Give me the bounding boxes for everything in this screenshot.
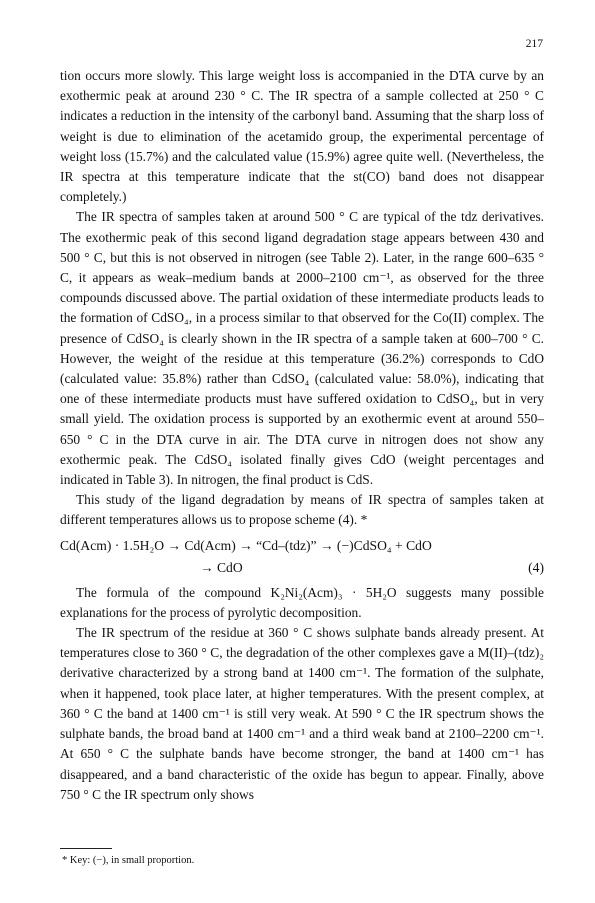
- footnote: * Key: (−), in small proportion.: [62, 855, 195, 866]
- reaction-scheme-line-1: [60, 535, 544, 557]
- footnote-divider: [60, 848, 112, 849]
- reaction-scheme-line-2: [60, 557, 544, 579]
- scheme-expression-continued: → CdO: [200, 559, 243, 575]
- page-number: 217: [525, 38, 543, 50]
- paragraph: The formula of the compound K₂Ni₂(Acm)₃ · 5H₂O suggests many possible explanations for the process of pyrolytic decomposition.: [60, 584, 544, 620]
- equation-number: (4): [528, 559, 544, 575]
- scheme-expression: Cd(Acm) · 1.5H₂O → Cd(Acm) → “Cd–(tdz)” → (−)CdSO₄ + CdO: [60, 537, 432, 553]
- paragraph: The IR spectra of samples taken at around 500 ° C are typical of the tdz derivatives. The exothermic peak of this second ligand degradation stage appears between 430 and 500 ° C, but this is not observed in nitrogen (see Table 2). Later, in the range 600–635 ° C, it appears as weak–medium bands at 2000–2100 cm⁻¹, as observed for the three compounds discussed above. The partial oxidation of these intermediate products leads to the formation of CdSO₄, in a process similar to that observed for the Co(II) complex. The presence of CdSO₄ is clearly shown in the IR spectra of a sample taken at 600–700 ° C. However, the weight of the residue at this temperature (36.2%) corresponds to CdO (calculated value: 35.8%) rather than CdSO₄ (calculated value: 58.0%), indicating that one of these intermediate products must have suffered oxidation to CdSO₄, but in very small yield. The oxidation process is supported by an exothermic event at around 550–650 ° C in the DTA curve in air. The DTA curve in nitrogen does not show any exothermic peak. The CdSO₄ isolated finally gives CdO (weight percentages and indicated in Table 3). In nitrogen, the final product is CdS.: [60, 209, 544, 488]
- body-text: [60, 66, 544, 805]
- paragraph: tion occurs more slowly. This large weight loss is accompanied in the DTA curve by an exothermic peak at around 230 ° C. The IR spectra of a sample collected at 250 ° C indicates a reduction in the intensity of the carbonyl band. Assuming that the sharp loss of weight is due to elimination of the acetamido group, the experimental percentage of weight loss (15.7%) and the calculated value (15.9%) agree quite well. (Nevertheless, the IR spectra at this temperature indicate that the st(CO) band does not disappear completely.): [60, 68, 544, 205]
- paragraph: This study of the ligand degradation by means of IR spectra of samples taken at different temperatures allows us to propose scheme (4). *: [60, 492, 544, 528]
- paragraph: The IR spectrum of the residue at 360 ° C shows sulphate bands already present. At temperatures close to 360 ° C, the degradation of the other complexes gave a M(II)–(tdz)₂ derivative characterized by a strong band at 1400 cm⁻¹. The formation of the sulphate, when it happened, took place later, at higher temperatures. With the present complex, at 360 ° C the band at 1400 cm⁻¹ is still very weak. At 590 ° C the IR spectrum shows the sulphate bands, the broad band at 1400 cm⁻¹ and a third weak band at 2100–2200 cm⁻¹. At 650 ° C the sulphate bands have become stronger, the band at 1400 cm⁻¹ has disappeared, and a band characteristic of the oxide has begun to appear. Finally, above 750 ° C the IR spectrum only shows: [60, 625, 544, 802]
